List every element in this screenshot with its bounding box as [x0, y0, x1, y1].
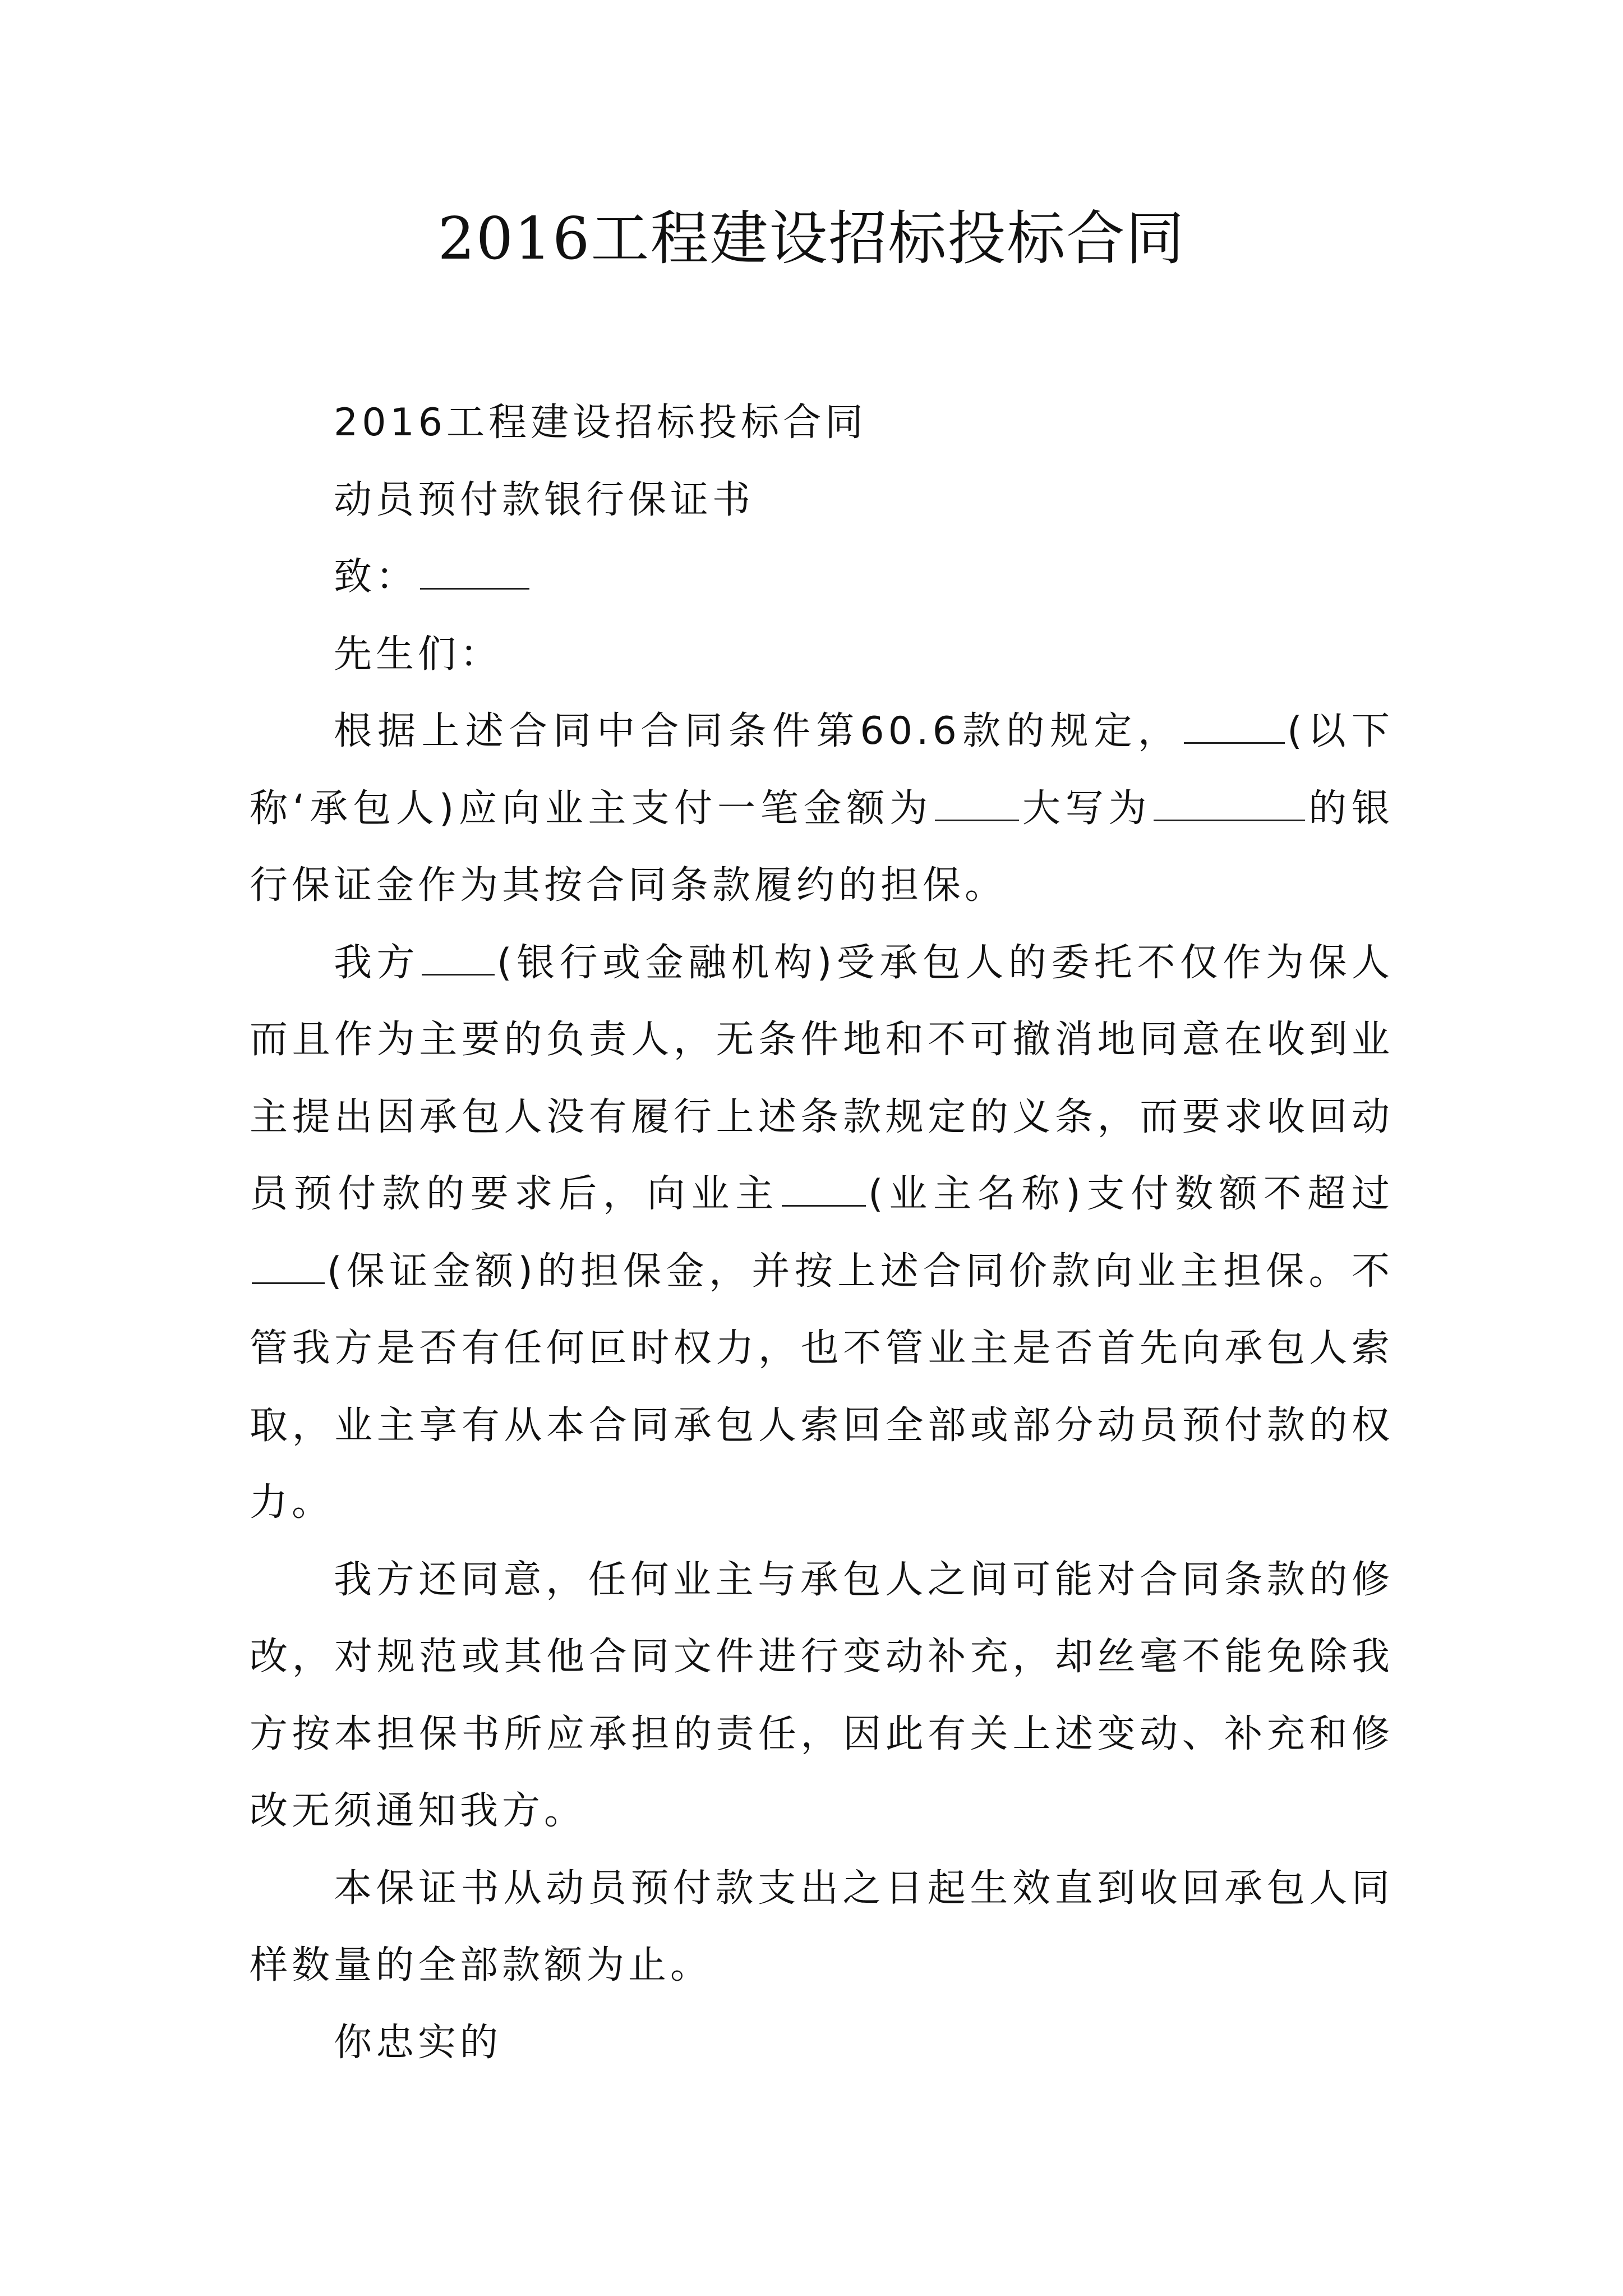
paragraph-amendments: 我方还同意，任何业主与承包人之间可能对合同条款的修改，对规范或其他合同文件进行变动补充，却丝毫不能免除我方按本担保书所应承担的责任，因此有关上述变动、补充和修改无须通知我方。 [250, 1557, 1394, 1833]
guarantee-amount-blank [252, 1249, 325, 1284]
p2-text-a: 我方 [334, 940, 420, 985]
addressee-blank [420, 554, 529, 590]
p1-text-b: (以下称‘承包人)应向业主支付一笔金额为 [250, 709, 1394, 831]
amount-words-blank [1154, 786, 1305, 821]
to-label: 致： [334, 555, 418, 599]
paragraph-bank-undertaking [250, 924, 1394, 1542]
bank-blank [422, 940, 495, 976]
p2-text-d: (保证金额)的担保金，并按上述合同价款向业主担保。不管我方是否有任何叵时权力，也不管业主是否首先向承包人索取，业主享有从本合同承包人索回全部或部分动员预付款的权力。 [250, 1249, 1394, 1525]
paragraph-contract-clause [250, 693, 1394, 924]
subtitle-line: 2016工程建设招标投标合同 [334, 401, 868, 445]
amount-blank [935, 786, 1019, 821]
p1-text-a: 根据上述合同中合同条件第60.6款的规定， [334, 709, 1182, 753]
closing-line: 你忠实的 [334, 2020, 502, 2065]
addressee-line [250, 539, 1394, 616]
p2-text-c: (业主名称)支付数额不超过 [868, 1172, 1394, 1216]
p1-text-d: 的银行保证金作为其按合同条款履约的担保。 [250, 786, 1394, 908]
contractor-blank [1184, 708, 1285, 744]
guarantee-heading: 动员预付款银行保证书 [334, 477, 755, 522]
employer-blank [782, 1171, 866, 1207]
document-body [250, 384, 1394, 2081]
paragraph-validity: 本保证书从动员预付款支出之日起生效直到收回承包人同样数量的全部款额为止。 [250, 1866, 1394, 1987]
p1-text-c: 大写为 [1021, 786, 1152, 831]
salutation-line: 先生们： [334, 632, 502, 677]
p2-text-b: (银行或金融机构)受承包人的委托不仅作为保人而且作为主要的负责人，无条件地和不可撤消地同意在收到业主提出因承包人没有履行上述条款规定的义条，而要求收回动员预付款的要求后，向业主 [250, 940, 1394, 1216]
document-title: 2016工程建设招标投标合同 [437, 204, 1186, 273]
